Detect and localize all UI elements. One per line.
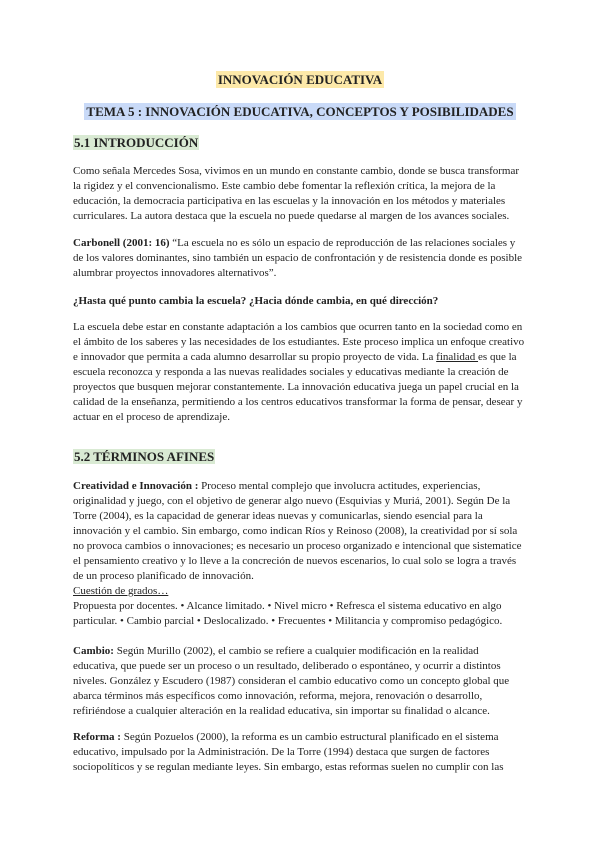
topic-title: TEMA 5 : INNOVACIÓN EDUCATIVA, CONCEPTOS Y POSIBILIDADES [86,104,514,119]
creatividad-paragraph: Creatividad e Innovación : Proceso mental complejo que involucra actitudes, experiencias, originalidad y juego, con el objetivo de generar algo nuevo (Esquivias y Muriá, 2001). Según De la Torre (2004), es la capacidad de generar ideas nuevas y comunicarlas, siendo esencial para la innovación y el cambio. Sin embargo, como indican Ríos y Reinoso (2008), la creatividad por sí sola no provoca cambios o innovaciones; es necesario un proceso organizado e intencional que sistematice el pensamiento creativo y lo lleve a la concreción de nuevos escenarios, lo cual solo se logra a través de un proceso planificado de innovación. Cuestión de grados… Propuesta por docentes. • Alcance limitado. • Nivel micro • Refresca el sistema educativo en algo particular. • Cambio parcial • Deslocalizado. • Frecuentes • Militancia y compromiso pedagógico. [73,480,522,627]
reforma-paragraph: Reforma : Según Pozuelos (2000), la reforma es un cambio estructural planificado en el sistema educativo, impulsado por la Administración. De la Torre (1994) destaca que surgen de factores sociopolíticos y se regulan mediante leyes. Sin embargo, estas reformas suelen no cumplir con las [73,731,504,773]
underlined-term: finalidad [436,351,479,363]
adaptation-paragraph: La escuela debe estar en constante adaptación a los cambios que ocurren tanto en la sociedad como en el ámbito de los saberes y las necesidades de los estudiantes. Este proceso implica un enfoque creativo e innovador que permita a cada alumno desarrollar su propio proyecto de vida. La finalidad es que la escuela reconozca y responda a las nuevas realidades sociales y educativas mediante la creación de proyectos que busquen mejorar constantemente. La innovación educativa juega un papel crucial en la calidad de la enseñanza, permitiendo a los centros educativos transformar la forma de pensar, desear y actuar en el proceso de aprendizaje. [73,321,525,423]
grados-label: Cuestión de grados… [73,585,169,597]
carbonell-quote: Carbonell (2001: 16) “La escuela no es sólo un espacio de reproducción de las relaciones sociales y de los valores dominantes, sino también un espacio de confrontación y de resistencia donde es posible alumbrar proyectos innovadores alternativos”. [73,237,523,279]
document-title: INNOVACIÓN EDUCATIVA [217,72,383,87]
cambio-paragraph: Cambio: Según Murillo (2002), el cambio se refiere a cualquier modificación en la realidad educativa, que puede ser un proceso o un resultado, deliberado o espontáneo, y ocurrir a distintos niveles. González y Escudero (1987) consideran el cambio educativo como un concepto global que abarca términos más específicos como innovación, reforma, mejora, renovación o desarrollo, refiriéndose a cualquier alteración en la realidad educativa, sin importar su finalidad o alcance. [73,645,510,717]
quote-citation: Carbonell (2001: 16) [73,237,170,249]
intro-paragraph: Como señala Mercedes Sosa, vivimos en un mundo en constante cambio, donde se busca transformar la rigidez y el convencionalismo. Este cambio debe fomentar la reflexión crítica, la mejora de la educación, la democracia participativa en las escuelas y la innovación en los métodos y materiales curriculares. La autora destaca que la escuela no puede quedarse al margen de los avances sociales. [73,165,519,222]
section-heading-terminos: 5.2 TÉRMINOS AFINES [74,449,215,464]
section-heading-introduccion: 5.1 INTRODUCCIÓN [74,135,199,150]
guiding-question: ¿Hasta qué punto cambia la escuela? ¿Hacia dónde cambia, en qué dirección? [73,295,439,307]
